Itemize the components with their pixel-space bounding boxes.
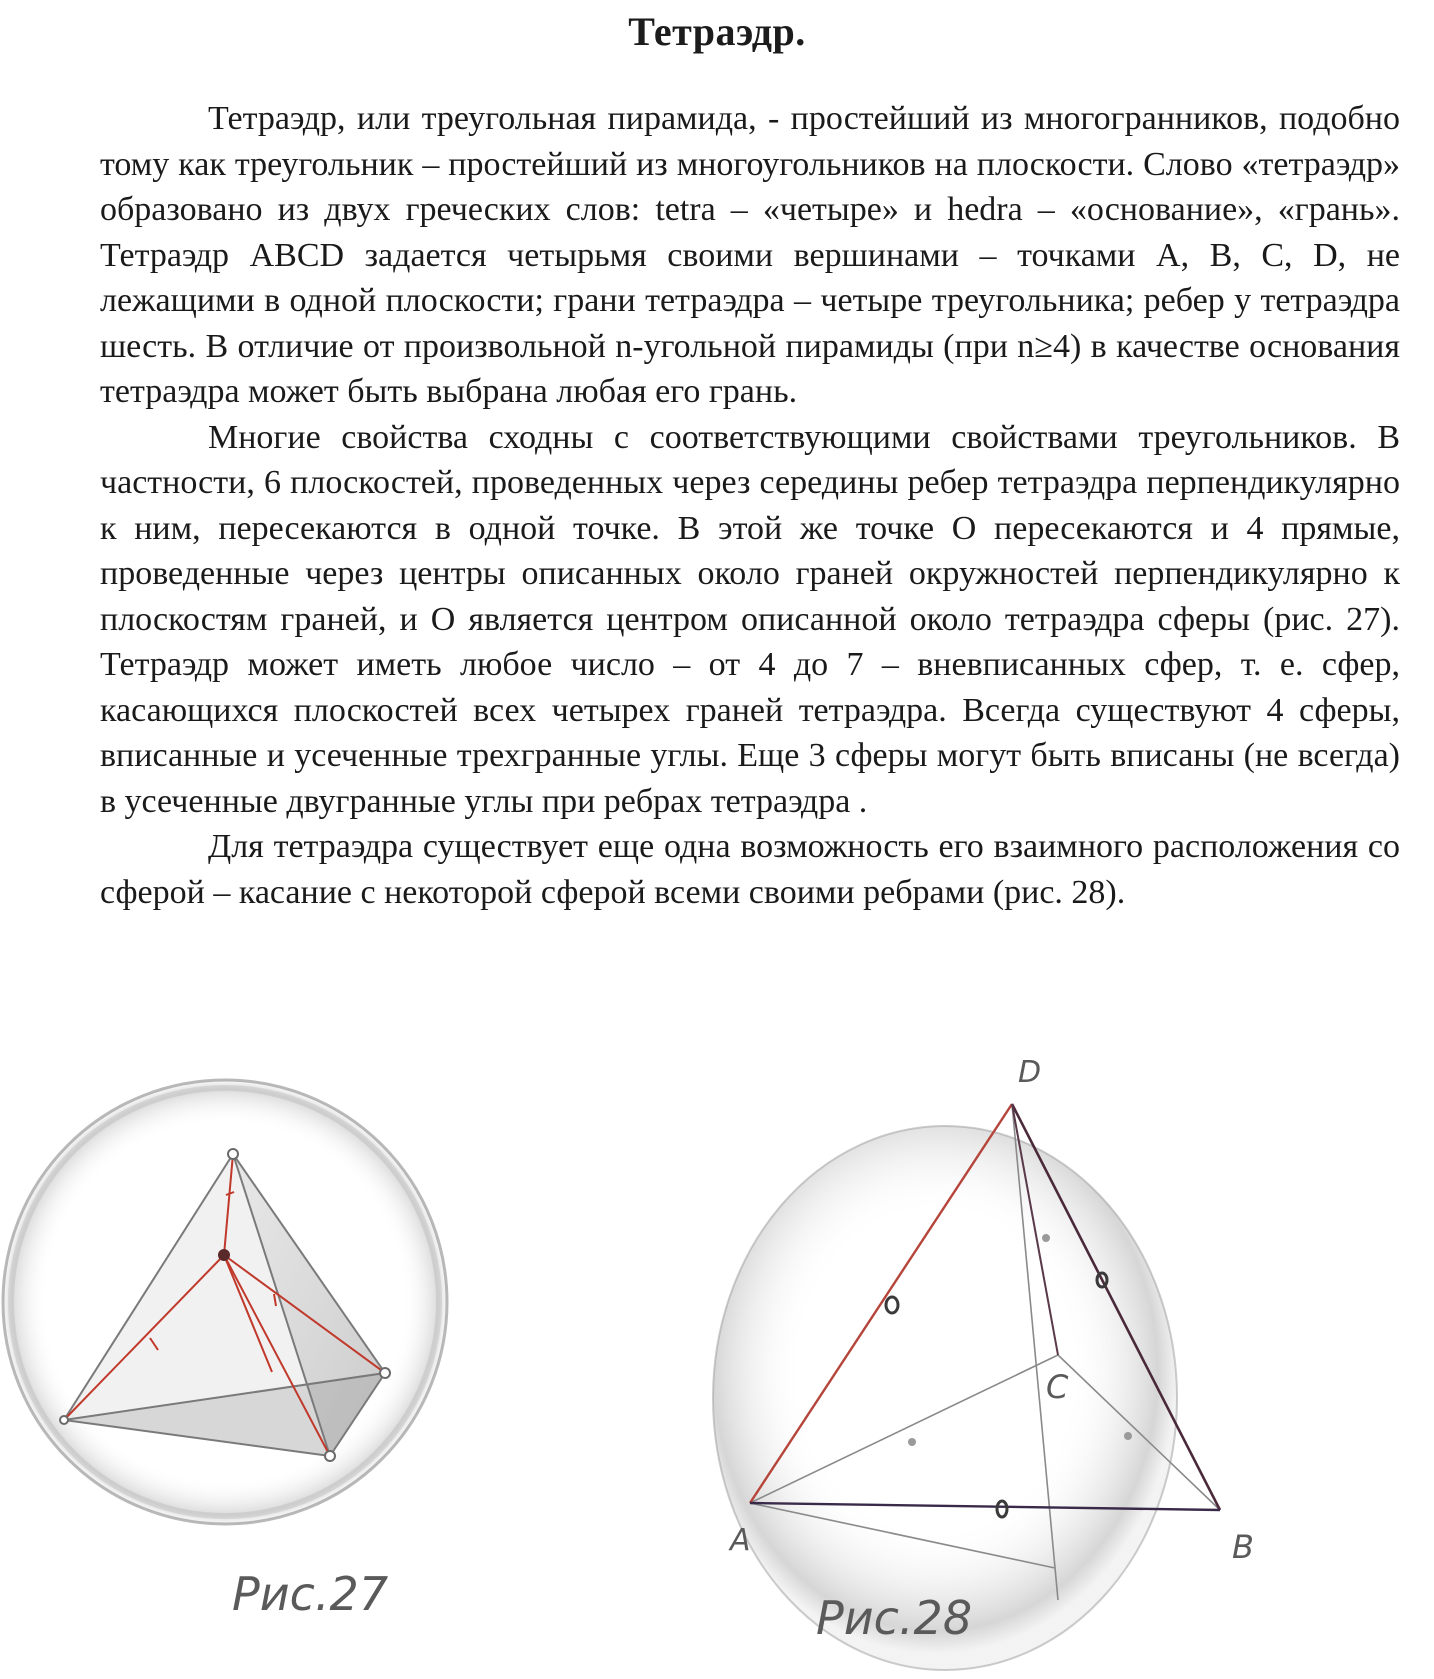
figure-27 <box>0 1050 520 1674</box>
vertex-label-a: A <box>730 1523 751 1558</box>
vertex-label-c: C <box>1046 1368 1069 1406</box>
page-title: Тетраэдр. <box>628 9 806 54</box>
center-o-point <box>218 1249 230 1261</box>
figure-27-drawing <box>0 1050 520 1674</box>
figure-28 <box>700 1050 1434 1674</box>
vertex-label-d: D <box>1018 1055 1042 1090</box>
paragraph-edge-sphere: Для тетраэдра существует еще одна возможность его взаимного расположения со сферой – касание с некоторой сферой всеми своими ребрами (рис. 28). <box>100 828 1400 911</box>
vertex-label-b: B <box>1232 1528 1254 1566</box>
figures-area <box>0 1050 1434 1674</box>
article-body <box>100 96 1400 915</box>
figure-27-caption: Рис.27 <box>232 1567 389 1621</box>
figure-28-caption: Рис.28 <box>816 1591 973 1645</box>
paragraph-definition: Тетраэдр, или треугольная пирамида, - простейший из многогранников, подобно тому как треугольник – простейший из многоугольников на плоскости. Слово «тетраэдр» образовано из двух греческих слов: tetra – «четыре» и hedra – «основание», «грань». Тетраэдр ABCD задается четырьмя своими вершинами – точками A, B, C, D, не лежащими в одной плоскости; грани тетраэдра – четыре треугольника; ребер у тетраэдра шесть. В отличие от произвольной n-угольной пирамиды (при n≥4) в качестве основания тетраэдра может быть выбрана любая его грань. <box>100 100 1400 410</box>
figure-28-drawing <box>700 1050 1434 1674</box>
paragraph-properties: Многие свойства сходны с соответствующими свойствами треугольников. В частности, 6 плоскостей, проведенных через середины ребер тетраэдра перпендикулярно к ним, пересекаются в одной точке. В этой же точке O пересекаются и 4 прямые, проведенные через центры описанных около граней окружностей перпендикулярно к плоскостям граней, и O является центром описанной около тетраэдра сферы (рис. 27). Тетраэдр может иметь любое число – от 4 до 7 – вневписанных сфер, т. е. сфер, касающихся плоскостей всех четырех граней тетраэдра. Всегда существуют 4 сферы, вписанные и усеченные трехгранные углы. Еще 3 сферы могут быть вписаны (не всегда) в усеченные двугранные углы при ребрах тетраэдра . <box>100 418 1400 820</box>
